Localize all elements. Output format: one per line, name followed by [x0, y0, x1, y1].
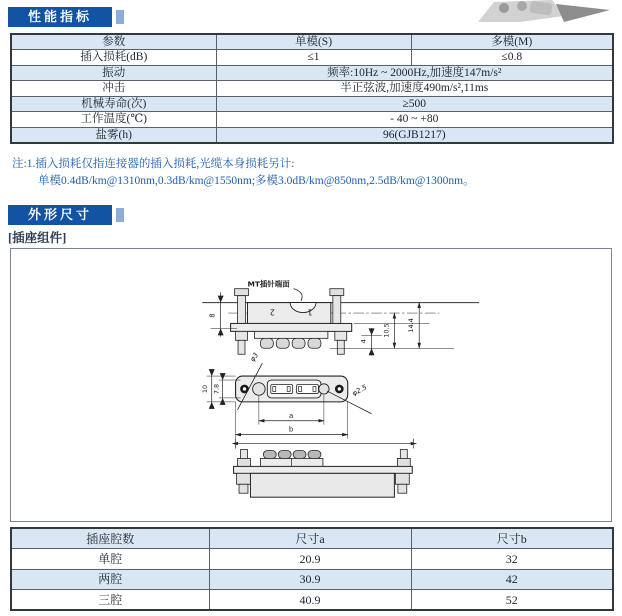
perf-table: [10, 33, 614, 144]
performance-section-title: 性能指标: [27, 9, 92, 24]
param-cell: 插入损耗(dB): [11, 50, 216, 66]
value-cell: ≥500: [216, 96, 613, 112]
value-cell: - 40 ~ +80: [216, 112, 613, 128]
dim-label-10: 10: [200, 384, 209, 394]
outline-section-title: 外形尺寸: [27, 207, 92, 222]
dim-b-cell: 52: [411, 590, 613, 611]
spec-note-line1: 注:1.插入损耗仅指连接器的插入损耗,光缆本身损耗另计:: [12, 158, 295, 170]
param-cell: 机械寿命(次): [11, 96, 216, 112]
param-cell: 振动: [11, 65, 216, 81]
cavity-cell: 单腔: [11, 549, 209, 570]
perf-col-param: 参数: [11, 34, 216, 50]
size-row-triple: [11, 590, 613, 611]
dim-label-8: 8: [208, 313, 217, 318]
dimension-drawing: [11, 249, 611, 521]
dim-label-cavity-2: 2: [269, 307, 275, 317]
dim-a-cell: 20.9: [209, 549, 411, 570]
performance-section-badge: [8, 7, 112, 27]
dim-label-14-4: 14.4: [407, 318, 416, 333]
size-row-double: [11, 569, 613, 590]
dim-a-cell: 30.9: [209, 569, 411, 590]
product-photo-graphic: [460, 0, 618, 22]
dim-label-b: b: [288, 425, 294, 434]
dim-b-cell: 32: [411, 549, 613, 570]
size-header-row: [11, 528, 613, 549]
size-row-single: [11, 549, 613, 570]
mt-pin-endface-callout: MT插针端面: [247, 279, 290, 289]
perf-row-shock: [11, 81, 613, 97]
perf-col-single-mode: 单模(S): [216, 34, 411, 50]
param-cell: 工作温度(℃): [11, 112, 216, 128]
perf-col-multi-mode: 多模(M): [411, 34, 613, 50]
spec-note: [12, 156, 612, 190]
dim-label-10-5: 10.5: [382, 323, 391, 338]
cavity-cell: 两腔: [11, 569, 209, 590]
value-cell: 96(GJB1217): [216, 127, 613, 143]
perf-row-mech-life: [11, 96, 613, 112]
size-col-cavity: 插座腔数: [11, 528, 209, 549]
socket-assembly-label: [插座组件]: [8, 231, 67, 245]
dim-label-4: 4: [359, 339, 368, 344]
front-view-drawing: [201, 351, 372, 438]
perf-row-insertion-loss: [11, 50, 613, 66]
badge-tail-decoration: [116, 208, 124, 222]
value-cell-single: ≤1: [216, 50, 411, 66]
perf-row-op-temp: [11, 112, 613, 128]
value-cell-multi: ≤0.8: [411, 50, 613, 66]
perf-row-vibration: [11, 65, 613, 81]
dim-a-cell: 40.9: [209, 590, 411, 611]
size-table: [10, 527, 614, 611]
badge-tail-decoration: [116, 10, 124, 24]
side-view-drawing: [203, 279, 479, 355]
size-col-a: 尺寸a: [209, 528, 411, 549]
dim-label-phi2-5: φ2.5: [350, 383, 369, 398]
dim-label-phi3: φ3: [248, 351, 261, 364]
value-cell: 半正弦波,加速度490m/s²,11ms: [216, 81, 613, 97]
product-photo: [460, 0, 618, 22]
dim-label-7-8: 7.8: [212, 383, 221, 395]
param-cell: 冲击: [11, 81, 216, 97]
perf-header-row: [11, 34, 613, 50]
value-cell: 频率:10Hz ~ 2000Hz,加速度147m/s²: [216, 65, 613, 81]
param-cell: 盐雾(h): [11, 127, 216, 143]
size-col-b: 尺寸b: [411, 528, 613, 549]
dim-b-cell: 42: [411, 569, 613, 590]
cavity-cell: 三腔: [11, 590, 209, 611]
outline-section-badge: [8, 205, 112, 225]
perf-row-salt-spray: [11, 127, 613, 143]
rear-view-drawing: [233, 439, 417, 498]
dimension-drawing-box: [10, 248, 612, 522]
dim-label-cavity-1: 1: [307, 307, 313, 317]
spec-note-line2: 单模0.4dB/km@1310nm,0.3dB/km@1550nm;多模3.0dB/km@850nm,2.5dB/km@1300nm。: [38, 175, 475, 187]
dim-label-a: a: [289, 411, 294, 420]
